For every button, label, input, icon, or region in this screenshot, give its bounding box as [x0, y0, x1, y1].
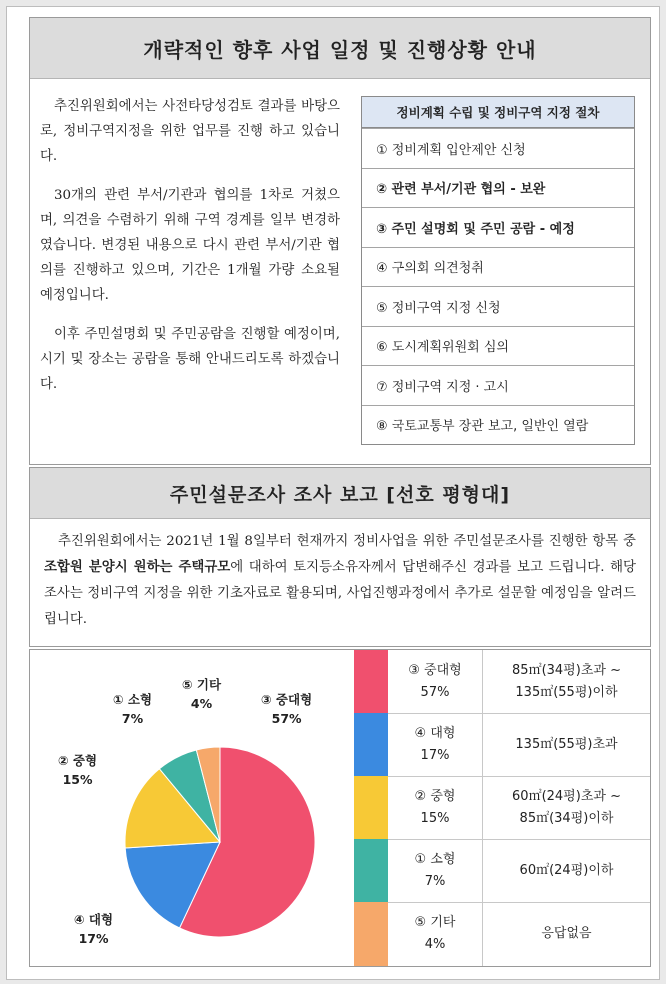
intro-paragraph: 이후 주민설명회 및 주민공람을 진행할 예정이며, 시기 및 장소는 공람을 통해 안내드리도록 하겠습니다. [40, 327, 340, 392]
procedure-step: ① 정비계획 입안제안 신청 [362, 128, 634, 168]
legend-name: ① 소형 7% [388, 839, 483, 902]
legend-desc: 135㎡(55평)초과 [515, 736, 618, 752]
section-title: 주민설문조사 조사 보고 [선호 평형대] [30, 468, 650, 519]
procedure-table [361, 96, 635, 445]
pie-label-midlarge: ③ 중대형 57% [261, 692, 313, 726]
size-legend-table [354, 650, 650, 966]
legend-name: ④ 대형 17% [388, 713, 483, 776]
procedure-title: 정비계획 수립 및 정비구역 지정 절차 [362, 97, 634, 128]
pie-label-medium: ② 중형 15% [58, 753, 98, 787]
intro-paragraph: 추진위원회에서는 사전타당성검토 결과를 바탕으로, 정비구역지정을 위한 업무를 진행 하고 있습니다. [40, 99, 340, 164]
legend-row [354, 776, 650, 840]
document-page [6, 6, 660, 980]
survey-text [30, 519, 650, 633]
intro-paragraph: 30개의 관련 부서/기관과 협의를 1차로 거쳤으며, 의견을 수렴하기 위해 구역 경계를 일부 변경하였습니다. 변경된 내용으로 다시 관련 부서/기관 협의를 진행하고 있으며, 기간은 1개월 가량 소요될 예정입니다. [40, 188, 340, 303]
legend-desc: 60㎡(24평)초과 ~ 85㎡(34평)이하 [512, 788, 621, 826]
legend-name: ② 중형 15% [388, 776, 483, 839]
pie-label-large: ④ 대형 17% [74, 912, 114, 946]
legend-row [354, 713, 650, 777]
survey-text-after: 에 대하여 토지등소유자께서 답변해주신 경과를 보고 드립니다. 해당 조사는 정비구역 지정을 위한 기초자료로 활용되며, 사업진행과정에서 추가로 설문할 예정임을 알려드립니다. [44, 560, 636, 627]
pie-chart-area [30, 650, 352, 966]
procedure-step: ② 관련 부서/기관 협의 - 보완 [362, 168, 634, 208]
legend-swatch [354, 776, 388, 839]
survey-text-before: 추진위원회에서는 2021년 1월 8일부터 현재까지 정비사업을 위한 주민설문조사를 진행한 항목 중 [58, 534, 636, 549]
survey-section [29, 467, 651, 647]
procedure-step: ⑥ 도시계획위원회 심의 [362, 326, 634, 366]
legend-swatch [354, 902, 388, 966]
survey-text-highlight: 조합원 분양시 원하는 주택규모 [44, 560, 231, 575]
pie-label-other: ⑤ 기타 4% [182, 677, 222, 711]
legend-name: ⑤ 기타 4% [388, 902, 483, 966]
procedure-step: ④ 구의회 의견청취 [362, 247, 634, 287]
legend-swatch [354, 839, 388, 902]
legend-row [354, 650, 650, 714]
legend-desc: 85㎡(34평)초과 ~ 135㎡(55평)이하 [512, 662, 621, 700]
procedure-step: ⑤ 정비구역 지정 신청 [362, 286, 634, 326]
legend-swatch [354, 713, 388, 776]
survey-results [29, 649, 651, 967]
legend-swatch [354, 650, 388, 713]
intro-text [40, 94, 340, 411]
legend-row [354, 902, 650, 966]
legend-desc: 응답없음 [541, 926, 592, 941]
procedure-step: ⑧ 국토교통부 장관 보고, 일반인 열람 [362, 405, 634, 445]
legend-desc: 60㎡(24평)이하 [519, 862, 614, 878]
section-title: 개략적인 향후 사업 일정 및 진행상황 안내 [30, 18, 650, 79]
pie-label-small: ① 소형 7% [113, 692, 153, 726]
procedure-step: ⑦ 정비구역 지정 · 고시 [362, 365, 634, 405]
procedure-step: ③ 주민 설명회 및 주민 공람 - 예정 [362, 207, 634, 247]
schedule-section [29, 17, 651, 465]
legend-row [354, 839, 650, 903]
legend-name: ③ 중대형 57% [388, 650, 483, 713]
